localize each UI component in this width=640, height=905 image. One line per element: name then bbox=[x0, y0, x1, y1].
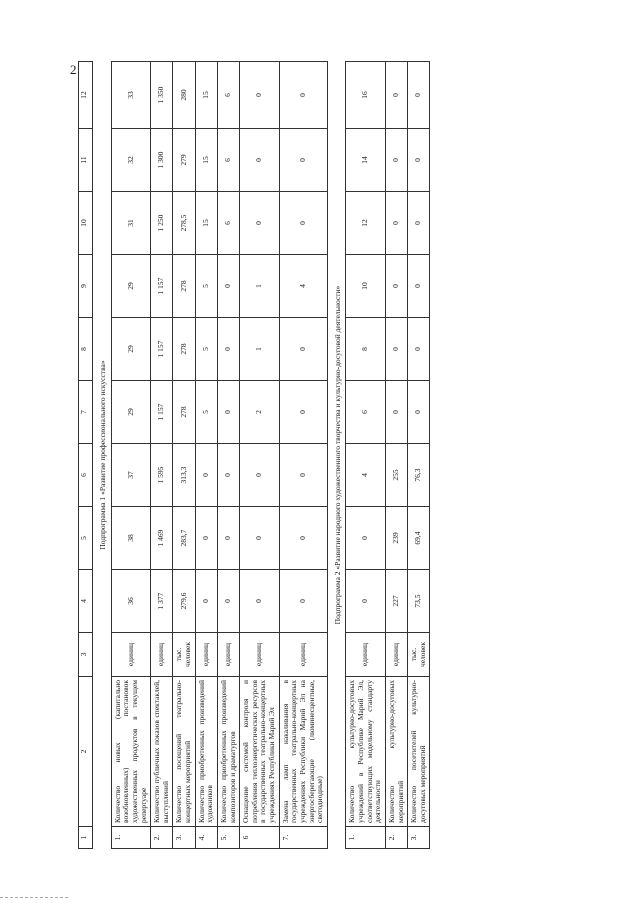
column-number-10: 10 bbox=[79, 192, 93, 255]
value-cell: 1 250 bbox=[151, 192, 173, 255]
value-cell: 36 bbox=[111, 570, 151, 633]
unit: единиц bbox=[111, 633, 151, 677]
column-number-3: 3 bbox=[79, 633, 93, 677]
subprogram-row bbox=[327, 62, 346, 849]
row-number: 1. bbox=[111, 827, 151, 849]
value-cell: 239 bbox=[385, 507, 407, 570]
indicator-name: Количество посещений театрально-концертных мероприятий bbox=[173, 677, 195, 827]
value-cell: 1 bbox=[240, 255, 280, 318]
page-number: 2 bbox=[70, 62, 77, 77]
indicator-name: Количество посетителей культурно-досуговых мероприятий bbox=[408, 677, 430, 827]
value-cell: 0 bbox=[279, 444, 327, 507]
table-row bbox=[279, 62, 327, 849]
value-cell: 12 bbox=[346, 192, 386, 255]
value-cell: 0 bbox=[385, 129, 407, 192]
value-cell: 2 bbox=[240, 381, 280, 444]
indicator-name: Количество приобретенных произведений композиторов и драматургов bbox=[217, 677, 239, 827]
table-row bbox=[408, 62, 430, 849]
row-number: 3. bbox=[408, 827, 430, 849]
value-cell: 279 bbox=[173, 129, 195, 192]
value-cell: 8 bbox=[346, 318, 386, 381]
value-cell: 278 bbox=[173, 318, 195, 381]
value-cell: 0 bbox=[195, 507, 217, 570]
value-cell: 0 bbox=[346, 570, 386, 633]
value-cell: 1 300 bbox=[151, 129, 173, 192]
value-cell: 0 bbox=[385, 255, 407, 318]
value-cell: 313,3 bbox=[173, 444, 195, 507]
value-cell: 38 bbox=[111, 507, 151, 570]
rotated-sheet bbox=[78, 62, 640, 841]
unit: единиц bbox=[195, 633, 217, 677]
value-cell: 0 bbox=[279, 62, 327, 129]
column-number-11: 11 bbox=[79, 129, 93, 192]
value-cell: 1 bbox=[240, 318, 280, 381]
value-cell: 4 bbox=[279, 255, 327, 318]
indicator-name: Оснащение системой контроля и потребления теплоэнергетических ресурсов в государственных театрально-концертных учреждениях Республики Марий Эл bbox=[240, 677, 280, 827]
value-cell: 0 bbox=[279, 507, 327, 570]
row-number: 2. bbox=[385, 827, 407, 849]
indicator-name: Количество новых (капитально возобновленных) постановок художественных продуктов в текущем репертуаре bbox=[111, 677, 151, 827]
value-cell: 0 bbox=[217, 381, 239, 444]
value-cell: 1 157 bbox=[151, 381, 173, 444]
table-row bbox=[173, 62, 195, 849]
value-cell: 29 bbox=[111, 381, 151, 444]
footer-line bbox=[0, 897, 68, 898]
value-cell: 0 bbox=[240, 62, 280, 129]
subprogram-row bbox=[93, 62, 112, 849]
row-number: 3. bbox=[173, 827, 195, 849]
value-cell: 255 bbox=[385, 444, 407, 507]
value-cell: 0 bbox=[385, 192, 407, 255]
column-number-12: 12 bbox=[79, 62, 93, 129]
value-cell: 76,3 bbox=[408, 444, 430, 507]
column-number-6: 6 bbox=[79, 444, 93, 507]
unit: единиц bbox=[385, 633, 407, 677]
value-cell: 283,7 bbox=[173, 507, 195, 570]
indicator-name: Количество публичных показов спектаклей, выступлений bbox=[151, 677, 173, 827]
value-cell: 73,5 bbox=[408, 570, 430, 633]
value-cell: 15 bbox=[195, 62, 217, 129]
value-cell: 33 bbox=[111, 62, 151, 129]
value-cell: 0 bbox=[240, 192, 280, 255]
value-cell: 0 bbox=[217, 570, 239, 633]
value-cell: 6 bbox=[217, 192, 239, 255]
value-cell: 0 bbox=[279, 381, 327, 444]
value-cell: 0 bbox=[408, 62, 430, 129]
value-cell: 0 bbox=[217, 444, 239, 507]
value-cell: 0 bbox=[195, 444, 217, 507]
value-cell: 5 bbox=[195, 255, 217, 318]
value-cell: 0 bbox=[217, 318, 239, 381]
row-number: 7. bbox=[279, 827, 327, 849]
value-cell: 10 bbox=[346, 255, 386, 318]
unit: тыс. человек bbox=[173, 633, 195, 677]
unit: единиц bbox=[346, 633, 386, 677]
value-cell: 1 157 bbox=[151, 318, 173, 381]
indicator-name: Замена ламп накаливания в государственных театрально-концертных учреждениях Республики Марий Эл на энергосберегающие (люминесцентные, светодиодные) bbox=[279, 677, 327, 827]
value-cell: 0 bbox=[195, 570, 217, 633]
value-cell: 1 469 bbox=[151, 507, 173, 570]
value-cell: 15 bbox=[195, 192, 217, 255]
column-number-1: 1 bbox=[79, 827, 93, 849]
value-cell: 69,4 bbox=[408, 507, 430, 570]
value-cell: 278 bbox=[173, 255, 195, 318]
unit: единиц bbox=[217, 633, 239, 677]
subprogram-title: Подпрограмма 1 «Развитие профессионального искусства» bbox=[93, 62, 112, 849]
unit: единиц bbox=[151, 633, 173, 677]
value-cell: 278,5 bbox=[173, 192, 195, 255]
indicator-name: Количество культурно-досуговых мероприятий bbox=[385, 677, 407, 827]
value-cell: 0 bbox=[279, 570, 327, 633]
value-cell: 0 bbox=[408, 129, 430, 192]
value-cell: 6 bbox=[346, 381, 386, 444]
table-row bbox=[111, 62, 151, 849]
indicators-table bbox=[78, 61, 430, 849]
value-cell: 0 bbox=[385, 318, 407, 381]
value-cell: 5 bbox=[195, 381, 217, 444]
value-cell: 16 bbox=[346, 62, 386, 129]
value-cell: 279,6 bbox=[173, 570, 195, 633]
value-cell: 0 bbox=[346, 507, 386, 570]
value-cell: 29 bbox=[111, 318, 151, 381]
row-number: 1. bbox=[346, 827, 386, 849]
unit: единиц bbox=[240, 633, 280, 677]
value-cell: 1 595 bbox=[151, 444, 173, 507]
column-number-2: 2 bbox=[79, 677, 93, 827]
value-cell: 1 350 bbox=[151, 62, 173, 129]
value-cell: 0 bbox=[217, 255, 239, 318]
row-number: 6 bbox=[240, 827, 280, 849]
table-row bbox=[385, 62, 407, 849]
column-number-7: 7 bbox=[79, 381, 93, 444]
value-cell: 1 377 bbox=[151, 570, 173, 633]
value-cell: 0 bbox=[385, 381, 407, 444]
value-cell: 0 bbox=[279, 129, 327, 192]
value-cell: 32 bbox=[111, 129, 151, 192]
column-number-9: 9 bbox=[79, 255, 93, 318]
value-cell: 0 bbox=[408, 318, 430, 381]
column-number-8: 8 bbox=[79, 318, 93, 381]
row-number: 5. bbox=[217, 827, 239, 849]
value-cell: 278 bbox=[173, 381, 195, 444]
value-cell: 14 bbox=[346, 129, 386, 192]
value-cell: 31 bbox=[111, 192, 151, 255]
indicator-name: Количество культурно-досуговых учреждений в Республике Марий Эл, соответствующих модельному стандарту деятельности bbox=[346, 677, 386, 827]
unit: единиц bbox=[279, 633, 327, 677]
value-cell: 0 bbox=[217, 507, 239, 570]
indicator-name: Количество приобретенных произведений художников bbox=[195, 677, 217, 827]
column-number-row bbox=[79, 62, 93, 849]
value-cell: 0 bbox=[240, 570, 280, 633]
value-cell: 4 bbox=[346, 444, 386, 507]
value-cell: 15 bbox=[195, 129, 217, 192]
value-cell: 0 bbox=[408, 381, 430, 444]
value-cell: 280 bbox=[173, 62, 195, 129]
value-cell: 0 bbox=[240, 129, 280, 192]
table-row bbox=[240, 62, 280, 849]
table-row bbox=[346, 62, 386, 849]
subprogram-title: Подпрограмма 2 «Развитие народного художественного творчества и культурно-досуговой деятельности» bbox=[327, 62, 346, 849]
row-number: 4. bbox=[195, 827, 217, 849]
value-cell: 0 bbox=[279, 192, 327, 255]
value-cell: 1 157 bbox=[151, 255, 173, 318]
value-cell: 37 bbox=[111, 444, 151, 507]
value-cell: 0 bbox=[240, 507, 280, 570]
value-cell: 0 bbox=[240, 444, 280, 507]
column-number-4: 4 bbox=[79, 570, 93, 633]
table-row bbox=[217, 62, 239, 849]
value-cell: 6 bbox=[217, 129, 239, 192]
column-number-5: 5 bbox=[79, 507, 93, 570]
value-cell: 6 bbox=[217, 62, 239, 129]
value-cell: 0 bbox=[385, 62, 407, 129]
value-cell: 0 bbox=[408, 192, 430, 255]
row-number: 2. bbox=[151, 827, 173, 849]
indicators-table-wrapper bbox=[78, 62, 532, 849]
unit: тыс. человек bbox=[408, 633, 430, 677]
value-cell: 29 bbox=[111, 255, 151, 318]
value-cell: 0 bbox=[279, 318, 327, 381]
value-cell: 0 bbox=[408, 255, 430, 318]
value-cell: 5 bbox=[195, 318, 217, 381]
table-body bbox=[93, 62, 430, 849]
value-cell: 227 bbox=[385, 570, 407, 633]
table-row bbox=[195, 62, 217, 849]
table-row bbox=[151, 62, 173, 849]
